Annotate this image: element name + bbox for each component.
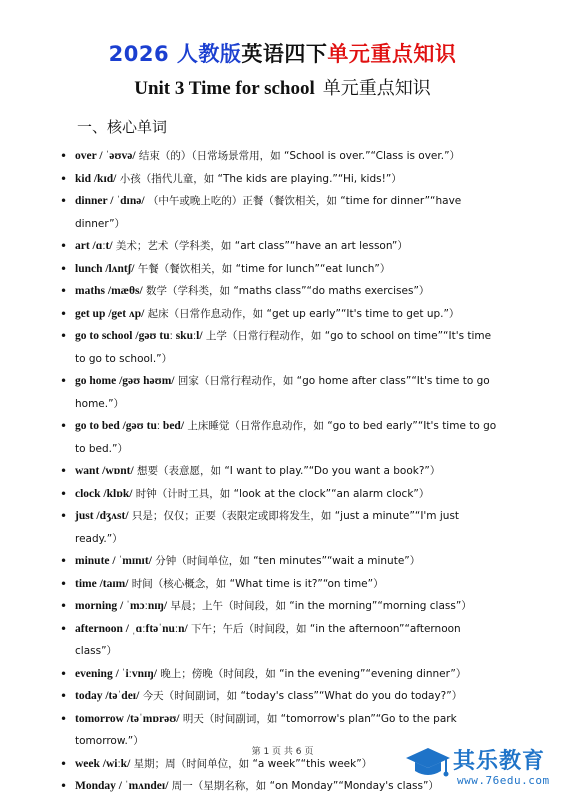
list-item <box>60 325 500 370</box>
title-year: 2026 人教版 <box>108 42 242 66</box>
page-title <box>0 38 565 68</box>
vocab-desc: 美术；艺术（学科类，如 “art class”“have an art lesson”） <box>112 240 408 252</box>
list-item <box>60 573 500 596</box>
vocab-word: want /wɒnt/ <box>75 465 134 477</box>
vocab-word: over / ˈəʊvə/ <box>75 150 136 162</box>
vocab-desc: 星期；周（时间单位，如 “a week”“this week”） <box>130 757 373 770</box>
list-item <box>60 168 500 191</box>
list-item <box>60 145 500 168</box>
vocab-desc: 结束（的）（日常场景常用，如 “School is over.”“Class is over.”） <box>135 150 461 162</box>
vocab-word: minute / ˈmɪnɪt/ <box>75 555 152 567</box>
page-subtitle <box>0 74 565 100</box>
vocab-desc: 明天（时间副词，如 “tomorrow's plan”“Go to the park tomorrow.”） <box>75 712 457 747</box>
vocab-desc: 想要（表意愿，如 “I want to play.”“Do you want a book?”） <box>133 465 441 477</box>
vocab-word: week /wiːk/ <box>75 757 131 770</box>
list-item <box>60 550 500 573</box>
vocab-desc: 只是；仅仅；正要（表限定或即将发生，如 “just a minute”“I'm just ready.”） <box>75 510 460 545</box>
title-end: 单元重点知识 <box>327 42 457 66</box>
list-item <box>60 258 500 281</box>
vocab-desc: 早晨；上午（时间段，如 “in the morning”“morning class”） <box>167 600 472 612</box>
vocab-desc: 时间（核心概念，如 “What time is it?”“on time”） <box>128 577 384 590</box>
list-item <box>60 663 500 686</box>
vocab-word: just /dʒʌst/ <box>75 510 129 522</box>
graduation-cap-icon <box>405 744 451 784</box>
vocab-word: today /təˈdeɪ/ <box>75 690 140 702</box>
vocab-list <box>60 145 500 798</box>
vocab-desc: 上床睡觉（日常作息动作，如 “go to bed early”“It's time to go to bed.”） <box>75 420 497 455</box>
vocab-word: go home /gəʊ həʊm/ <box>75 375 175 387</box>
vocab-word: clock /klɒk/ <box>75 487 133 500</box>
vocab-word: go to school /gəʊ tuː skuːl/ <box>75 330 203 342</box>
vocab-desc: 午餐（餐饮相关，如 “time for lunch”“eat lunch”） <box>134 262 391 275</box>
vocab-desc: 数学（学科类，如 “maths class”“do maths exercises”） <box>142 285 430 297</box>
list-item <box>60 303 500 326</box>
vocab-word: art /ɑːt/ <box>75 240 113 252</box>
vocab-desc: 今天（时间副词，如 “today's class”“What do you do today?”） <box>139 690 463 702</box>
list-item <box>60 595 500 618</box>
list-item <box>60 505 500 550</box>
subtitle-en: Unit 3 Time for school <box>134 78 315 99</box>
section-heading: 一、核心单词 <box>77 118 168 136</box>
vocab-word: Monday / ˈmʌndeɪ/ <box>75 780 169 792</box>
brand-name: 其乐教育 <box>453 749 546 774</box>
vocab-desc: 下午；午后（时间段，如 “in the afternoon”“afternoon class”） <box>75 622 461 657</box>
vocab-desc: 小孩（指代儿童，如 “The kids are playing.”“Hi, kids!”） <box>116 172 402 185</box>
vocab-word: go to bed /gəʊ tuː bed/ <box>75 420 185 432</box>
vocab-word: afternoon / ˌɑːftəˈnuːn/ <box>75 622 188 635</box>
list-item <box>60 370 500 415</box>
list-item <box>60 280 500 303</box>
subtitle-cn: 单元重点知识 <box>322 78 431 99</box>
vocab-word: time /taɪm/ <box>75 577 129 590</box>
list-item <box>60 415 500 460</box>
brand-logo <box>405 740 565 798</box>
vocab-word: get up /get ʌp/ <box>75 307 145 320</box>
list-item <box>60 618 500 663</box>
list-item <box>60 483 500 506</box>
vocab-word: maths /mæθs/ <box>75 285 143 297</box>
vocab-desc: 回家（日常行程动作，如 “go home after class”“It's time to go home.”） <box>75 375 490 410</box>
vocab-desc: （中午或晚上吃的）正餐（餐饮相关，如 “time for dinner”“have dinner”） <box>75 195 462 230</box>
vocab-word: dinner / ˈdɪnə/ <box>75 195 145 207</box>
vocab-word: lunch /lʌntʃ/ <box>75 262 135 275</box>
brand-url: www.76edu.com <box>457 774 550 787</box>
vocab-desc: 分钟（时间单位，如 “ten minutes”“wait a minute”） <box>151 555 421 567</box>
vocab-desc: 上学（日常行程动作，如 “go to school on time”“It's time to go to school.”） <box>75 330 492 365</box>
vocab-word: evening / ˈiːvnɪŋ/ <box>75 667 157 680</box>
vocab-desc: 时钟（计时工具，如 “look at the clock”“an alarm clock”） <box>132 487 430 500</box>
list-item <box>60 235 500 258</box>
vocab-desc: 周一（星期名称，如 “on Monday”“Monday's class”） <box>168 780 439 792</box>
page-footer: 第 1 页 共 6 页 <box>251 747 314 757</box>
list-item <box>60 685 500 708</box>
vocab-word: tomorrow /təˈmɒrəʊ/ <box>75 712 180 725</box>
vocab-desc: 晚上；傍晚（时间段，如 “in the evening”“evening dinner”） <box>156 667 467 680</box>
vocab-word: kid /kɪd/ <box>75 172 117 185</box>
title-mid: 英语四下 <box>241 42 328 66</box>
vocab-desc: 起床（日常作息动作，如 “get up early”“It's time to get up.”） <box>144 307 460 320</box>
list-item <box>60 460 500 483</box>
vocab-word: morning / ˈmɔːnɪŋ/ <box>75 600 168 612</box>
list-item <box>60 190 500 235</box>
